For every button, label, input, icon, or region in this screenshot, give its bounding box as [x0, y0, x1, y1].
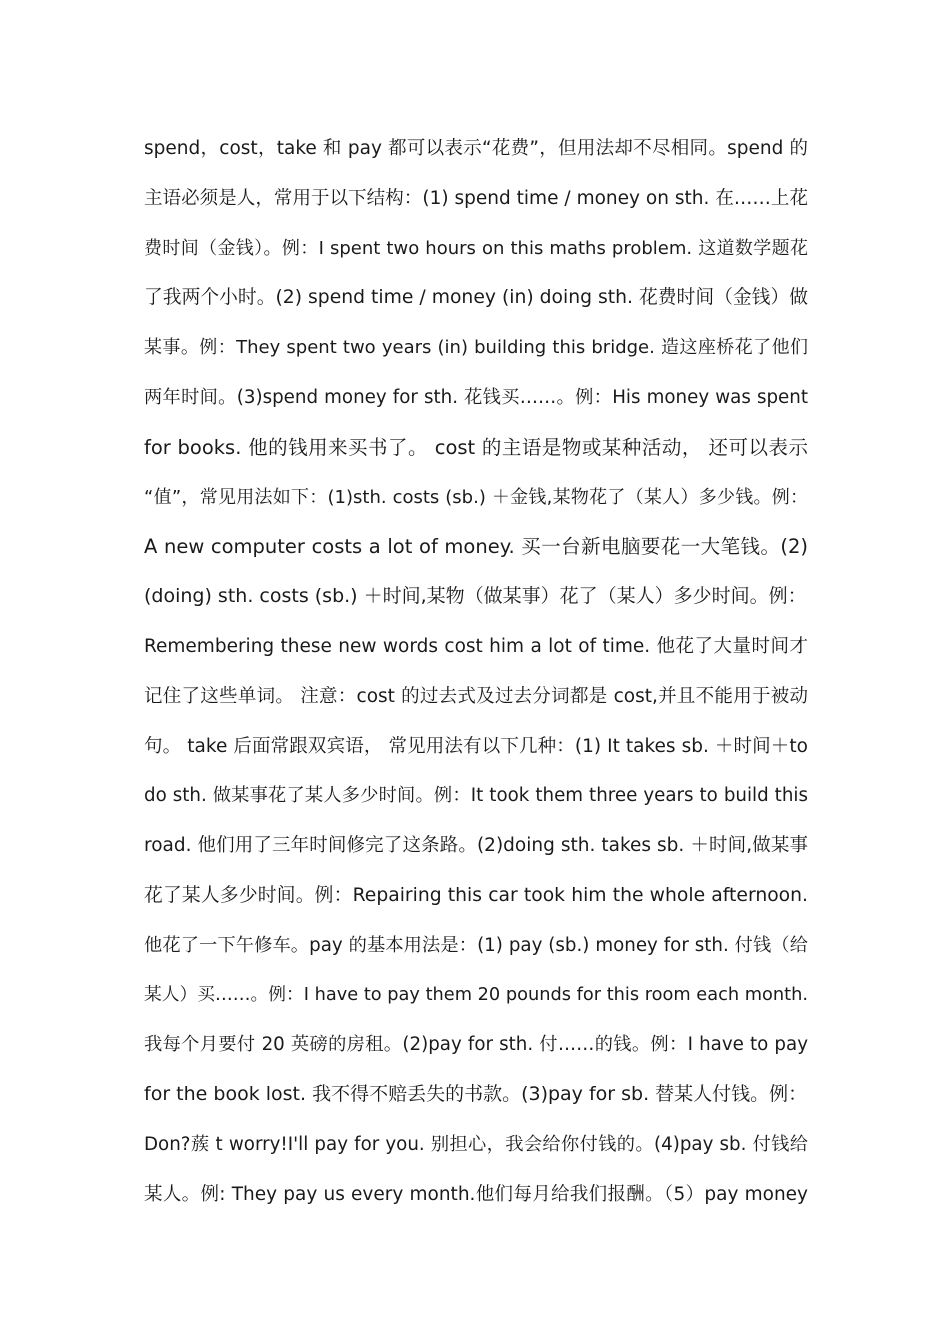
text-line: 花了某人多少时间。例：Repairing this car took him the whole afternoon.: [144, 884, 808, 906]
text-line: 某人。例: They pay us every month.他们每月给我们报酬。（5）pay money: [144, 1183, 808, 1205]
text-line: 记住了这些单词。 注意：cost 的过去式及过去分词都是 cost,并且不能用于被动: [144, 685, 808, 707]
text-line: “值”，常见用法如下：(1)sth. costs (sb.) ＋金钱,某物花了（某人）多少钱。例：: [144, 486, 808, 508]
text-line: 句。 take 后面常跟双宾语， 常见用法有以下几种：(1) It takes sb. ＋时间＋to: [144, 735, 808, 757]
body-text: [144, 124, 808, 1220]
text-line: for books. 他的钱用来买书了。 cost 的主语是物或某种活动， 还可以表示: [144, 435, 808, 459]
text-line: (doing) sth. costs (sb.) ＋时间,某物（做某事）花了（某人）多少时间。例：: [144, 585, 807, 608]
text-line: A new computer costs a lot of money. 买一台新电脑要花一大笔钱。(2): [144, 535, 808, 559]
text-line: do sth. 做某事花了某人多少时间。例：It took them three years to build this: [144, 785, 808, 807]
text-line: 某人）买……。例：I have to pay them 20 pounds for this room each month.: [144, 984, 808, 1005]
text-line: spend，cost，take 和 pay 都可以表示“花费”，但用法却不尽相同。spend 的: [144, 138, 808, 159]
text-line: 主语必须是人，常用于以下结构：(1) spend time / money on sth. 在……上花: [144, 187, 808, 209]
text-line: 某事。例：They spent two years (in) building this bridge. 造这座桥花了他们: [144, 337, 808, 359]
text-line: road. 他们用了三年时间修完了这条路。(2)doing sth. takes sb. ＋时间,做某事: [144, 835, 808, 857]
text-line: 两年时间。(3)spend money for sth. 花钱买……。例：His money was spent: [144, 386, 808, 408]
text-line: 他花了一下午修车。pay 的基本用法是：(1) pay (sb.) money for sth. 付钱（给: [144, 934, 808, 956]
text-line: Remembering these new words cost him a lot of time. 他花了大量时间才: [144, 635, 808, 657]
text-line: for the book lost. 我不得不赔丢失的书款。(3)pay for sb. 替某人付钱。例：: [144, 1083, 808, 1106]
text-line: 费时间（金钱）。例：I spent two hours on this maths problem. 这道数学题花: [144, 237, 808, 259]
text-line: 我每个月要付 20 英磅的房租。(2)pay for sth. 付……的钱。例：I have to pay: [144, 1034, 808, 1056]
text-line: Don?蔟 t worry!I'll pay for you. 别担心，我会给你付钱的。(4)pay sb. 付钱给: [144, 1133, 808, 1155]
text-line: 了我两个小时。(2) spend time / money (in) doing sth. 花费时间（金钱）做: [144, 287, 808, 309]
